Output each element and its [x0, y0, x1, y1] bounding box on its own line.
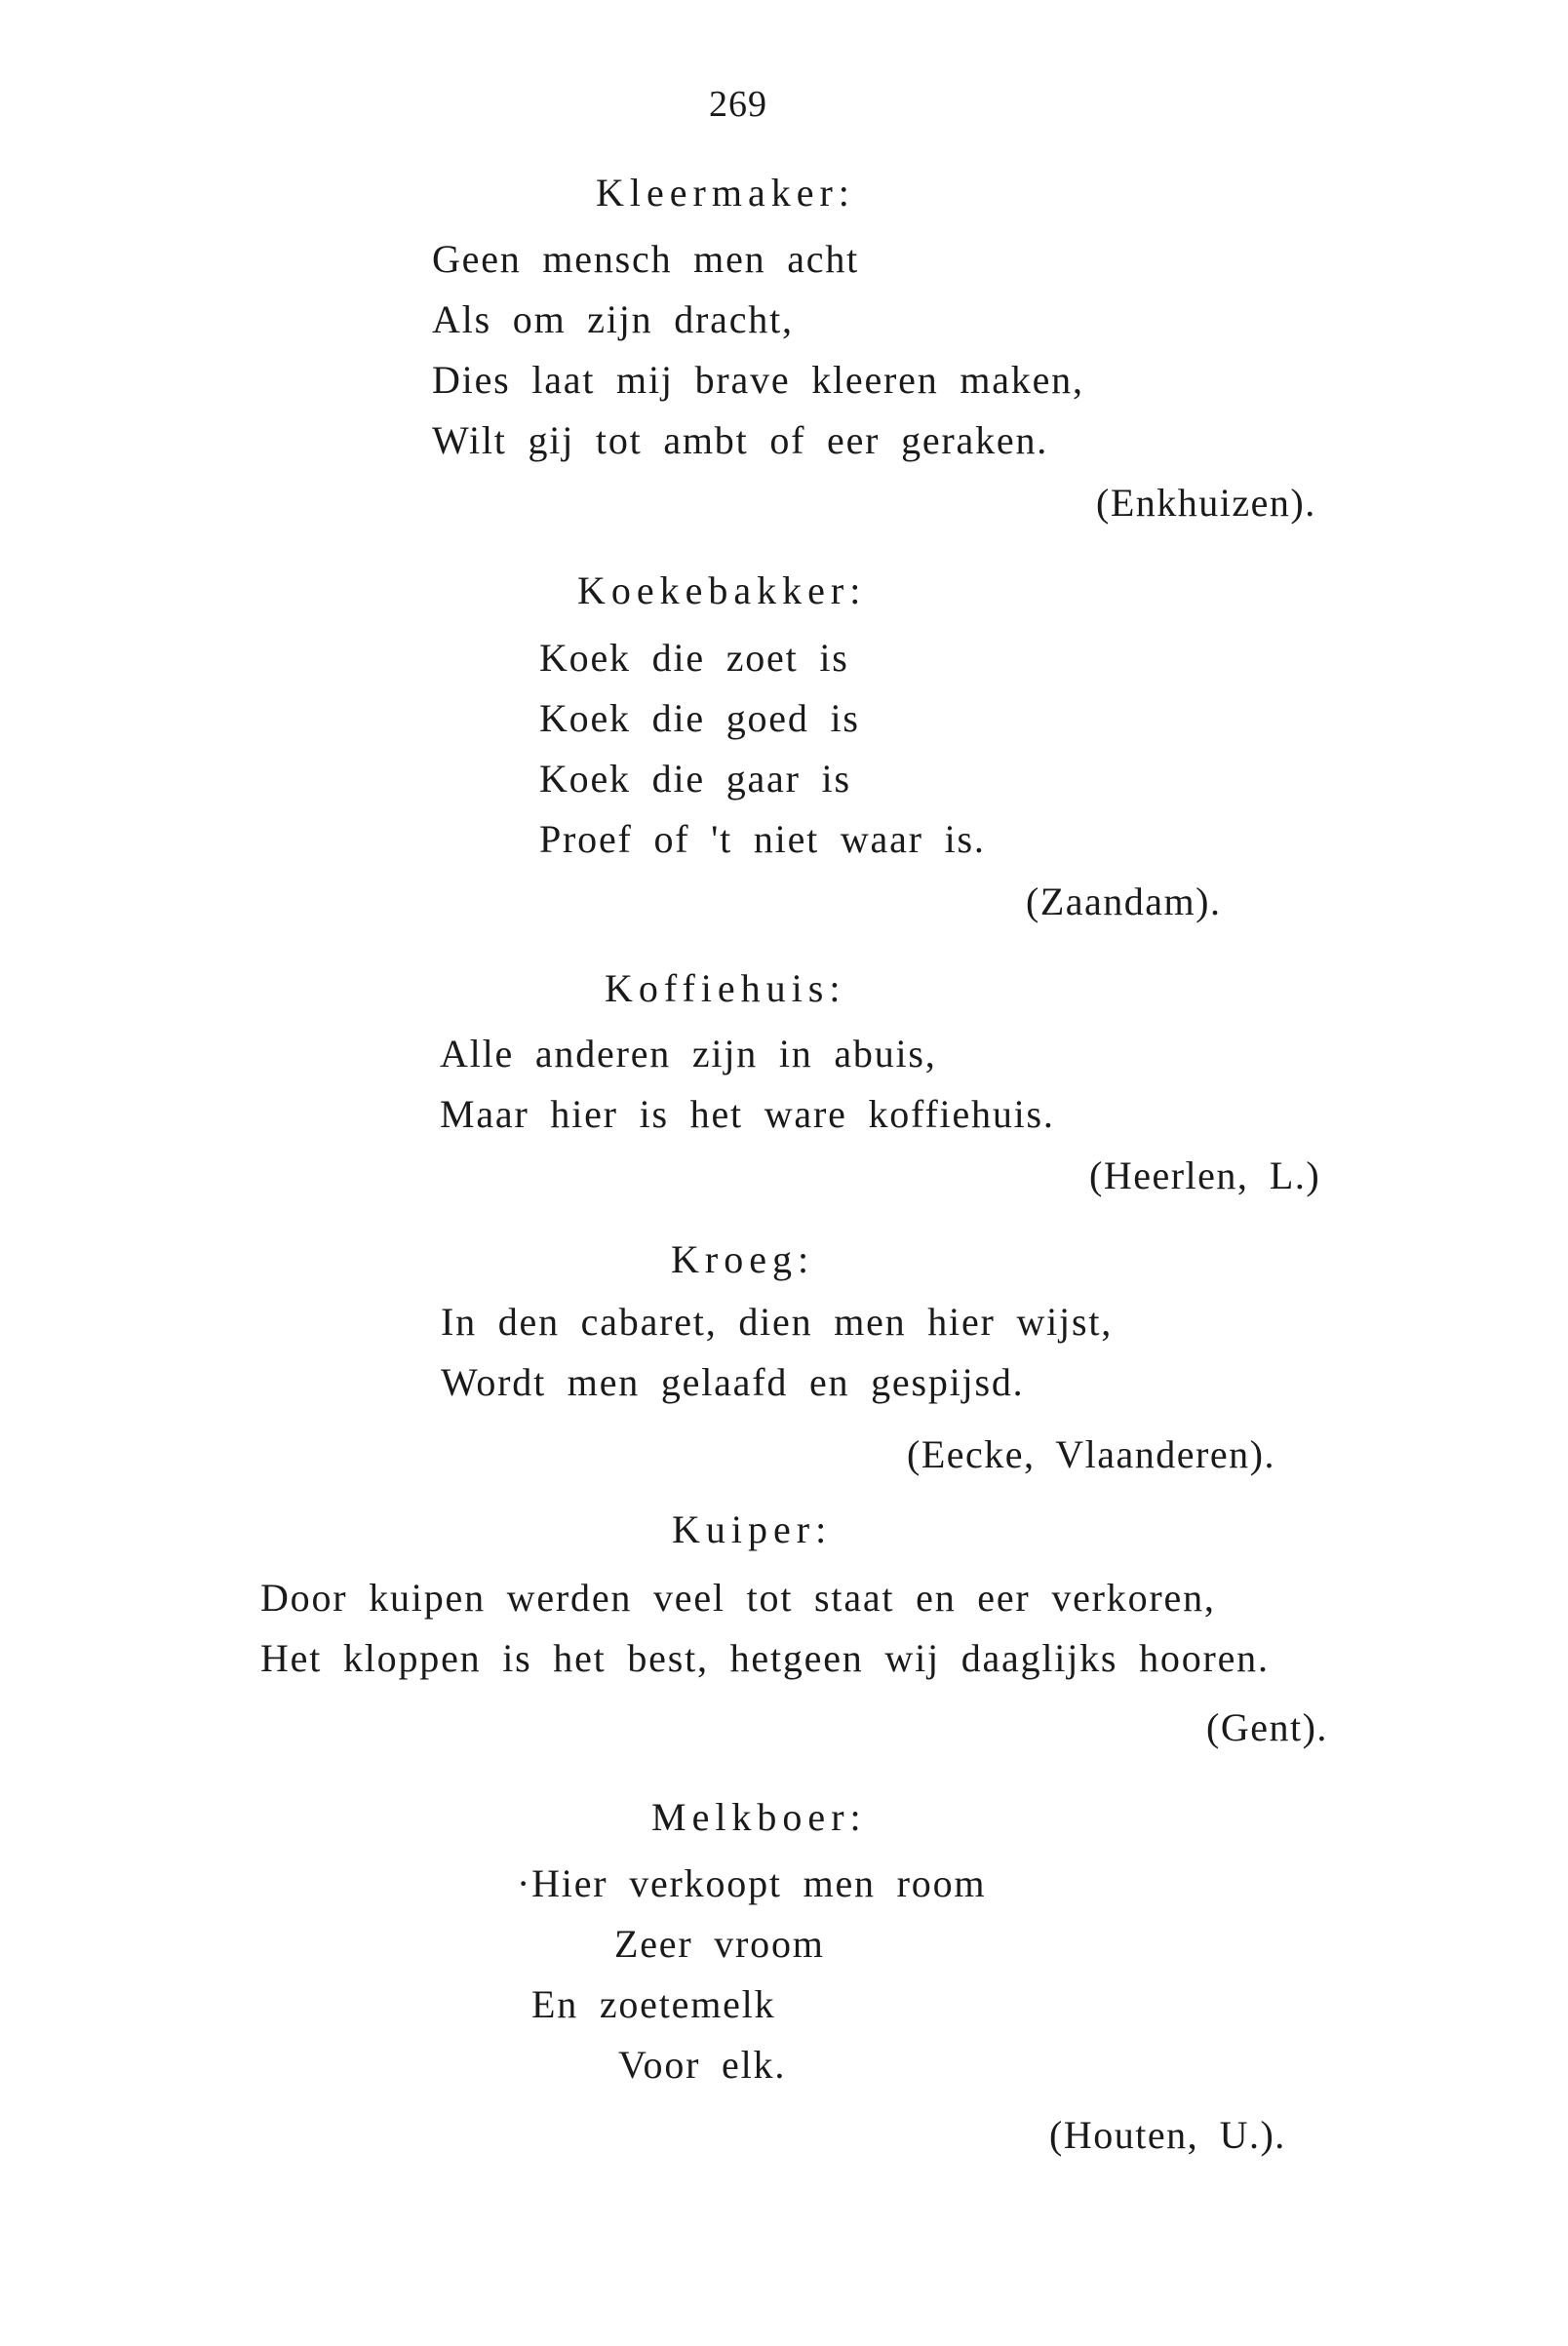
section-heading: Kuiper: [672, 1507, 833, 1551]
place-attribution: (Eecke, Vlaanderen). [907, 1432, 1275, 1476]
verse-line: In den cabaret, dien men hier wijst, [441, 1300, 1114, 1344]
verse-line: Koek die zoet is [539, 636, 849, 680]
verse-line: Als om zijn dracht, [432, 297, 794, 341]
place-attribution: (Heerlen, L.) [1089, 1153, 1321, 1197]
verse-line: Het kloppen is het best, hetgeen wij daaglijks hooren. [260, 1636, 1270, 1680]
section-heading: Koffiehuis: [605, 966, 846, 1010]
place-attribution: (Gent). [1206, 1705, 1328, 1749]
verse-line: Geen mensch men acht [432, 237, 860, 281]
place-attribution: (Zaandam). [1026, 880, 1222, 923]
verse-line: Wilt gij tot ambt of eer geraken. [432, 418, 1049, 462]
verse-line: Voor elk. [618, 2043, 787, 2087]
verse-line: Koek die goed is [539, 696, 860, 740]
section-heading: Kroeg: [671, 1237, 815, 1281]
verse-line: Proef of 't niet waar is. [539, 817, 986, 861]
verse-line: Door kuipen werden veel tot staat en eer verkoren, [260, 1576, 1216, 1620]
place-attribution: (Houten, U.). [1049, 2113, 1286, 2157]
section-heading: Kleermaker: [596, 171, 855, 215]
verse-line: Zeer vroom [614, 1922, 825, 1966]
place-attribution: (Enkhuizen). [1096, 481, 1316, 525]
page-number: 269 [709, 84, 767, 125]
verse-line: Alle anderen zijn in abuis, [440, 1032, 937, 1075]
verse-line: Wordt men gelaafd en gespijsd. [441, 1360, 1025, 1404]
verse-line: Dies laat mij brave kleeren maken, [432, 358, 1084, 402]
verse-line: Maar hier is het ware koffiehuis. [440, 1092, 1055, 1136]
verse-line: En zoetemelk [531, 1982, 776, 2026]
section-heading: Melkboer: [651, 1795, 867, 1839]
section-heading: Koekebakker: [577, 568, 867, 612]
verse-line: Koek die gaar is [539, 757, 851, 801]
verse-line: ·Hier verkoopt men room [517, 1861, 987, 1905]
